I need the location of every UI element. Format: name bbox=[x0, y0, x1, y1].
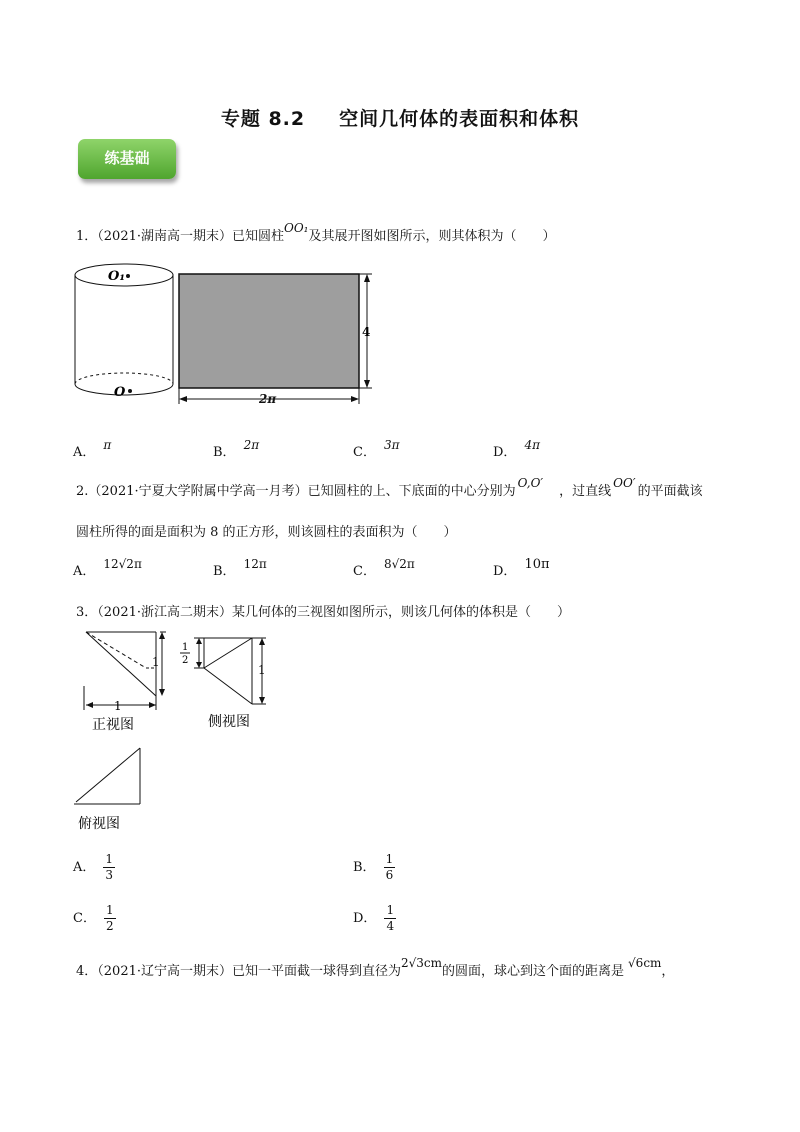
q2-text-a: 2.（2021·宁夏大学附属中学高一月考）已知圆柱的上、下底面的中心分别为 bbox=[76, 484, 516, 499]
q1-option-b: B． 2π bbox=[213, 438, 260, 460]
q4-text-c: ， bbox=[661, 964, 675, 979]
front-arrow-right bbox=[149, 702, 156, 708]
side-arrow-up bbox=[259, 638, 265, 645]
cyl-top-center-dot bbox=[126, 274, 130, 278]
q2-text-c: 的平面截该 bbox=[637, 484, 703, 499]
fraction: $\frac{1}{6}$ bbox=[385, 852, 394, 882]
question-2-line-1 bbox=[76, 476, 703, 499]
cyl-bottom-center-dot bbox=[128, 389, 132, 393]
q1-option-c: C． 3π bbox=[353, 438, 400, 460]
arrow-up bbox=[364, 274, 370, 282]
arrow-left bbox=[179, 396, 187, 402]
page-title bbox=[0, 104, 800, 131]
width-label: 2π bbox=[259, 392, 277, 406]
q3-front-side-views bbox=[76, 628, 276, 738]
front-arrow-up bbox=[159, 632, 165, 639]
q3-option-c: C． $\frac{1}{2}$ bbox=[73, 903, 114, 933]
q4-text-b: 的圆面，球心到这个面的距离是 bbox=[442, 964, 625, 979]
q4-text-a: 4．（2021·辽宁高一期末）已知一平面截一球得到直径为 bbox=[76, 964, 401, 979]
title-text: 空间几何体的表面积和体积 bbox=[339, 108, 580, 130]
q1-option-d: D． 4π bbox=[493, 438, 540, 460]
q4-math-diameter: 2√3cm bbox=[401, 956, 443, 970]
arrow-right bbox=[351, 396, 359, 402]
side-half-arrow-up bbox=[196, 638, 202, 644]
fraction: $\frac{1}{3}$ bbox=[105, 852, 114, 882]
section-tag: 练基础 bbox=[78, 139, 176, 179]
q2-option-b: B． 12π bbox=[213, 557, 267, 579]
side-half-den: 2 bbox=[182, 655, 189, 666]
q1-prefix: 1．（2021·湖南高一期末）已知圆柱 bbox=[76, 229, 284, 244]
q2-option-d: D． 10π bbox=[493, 557, 550, 579]
q2-option-c: C． 8√2π bbox=[353, 557, 415, 579]
q1-option-a: A． π bbox=[73, 438, 112, 460]
lateral-surface-rect bbox=[179, 274, 359, 388]
arrow-down bbox=[364, 380, 370, 388]
q3-option-a: A． $\frac{1}{3}$ bbox=[73, 852, 114, 882]
front-arrow-left bbox=[86, 702, 93, 708]
question-3-stem: 3．（2021·浙江高二期末）某几何体的三视图如图所示，则该几何体的体积是（ ） bbox=[76, 605, 570, 620]
side-half-num: 1 bbox=[182, 642, 189, 653]
front-width-label: 1 bbox=[114, 699, 122, 713]
q2-math-oo: O,O′ bbox=[517, 476, 544, 490]
front-height-label: 1 bbox=[152, 655, 160, 669]
question-2-line-2: 圆柱所得的面是面积为 8 的正方形，则该圆柱的表面积为（ ） bbox=[76, 525, 457, 540]
title-number: 专题 8.2 bbox=[220, 108, 306, 130]
q1-suffix: 及其展开图如图所示，则其体积为（ ） bbox=[308, 229, 556, 244]
cyl-bottom-label: O bbox=[114, 385, 126, 400]
q2-option-a: A． 12√2π bbox=[73, 557, 142, 579]
side-view bbox=[194, 638, 266, 704]
q4-math-distance: √6cm bbox=[628, 956, 662, 970]
cyl-top-label: O₁ bbox=[108, 269, 126, 284]
top-view-label: 俯视图 bbox=[78, 816, 120, 832]
q2-math-line: OO′ bbox=[613, 476, 636, 490]
q1-math-oo1: OO₁ bbox=[284, 221, 309, 235]
height-label: 4 bbox=[362, 325, 371, 339]
side-half-arrow-down bbox=[196, 662, 202, 668]
front-arrow-down bbox=[159, 689, 165, 696]
question-4-stem bbox=[76, 956, 675, 979]
q3-option-d: D． $\frac{1}{4}$ bbox=[353, 903, 395, 933]
fraction: $\frac{1}{4}$ bbox=[386, 903, 395, 933]
side-view-label: 侧视图 bbox=[208, 714, 250, 730]
front-view-label: 正视图 bbox=[92, 717, 134, 733]
fraction: $\frac{1}{2}$ bbox=[105, 903, 114, 933]
q2-text-b: ，过直线 bbox=[559, 484, 612, 499]
side-arrow-down bbox=[259, 697, 265, 704]
question-1-stem bbox=[76, 221, 556, 244]
q3-top-view bbox=[72, 746, 172, 834]
top-view-triangle bbox=[74, 748, 140, 804]
q3-option-b: B． $\frac{1}{6}$ bbox=[353, 852, 394, 882]
side-height-label: 1 bbox=[258, 663, 266, 677]
q1-figure-cylinder-net bbox=[70, 258, 380, 408]
